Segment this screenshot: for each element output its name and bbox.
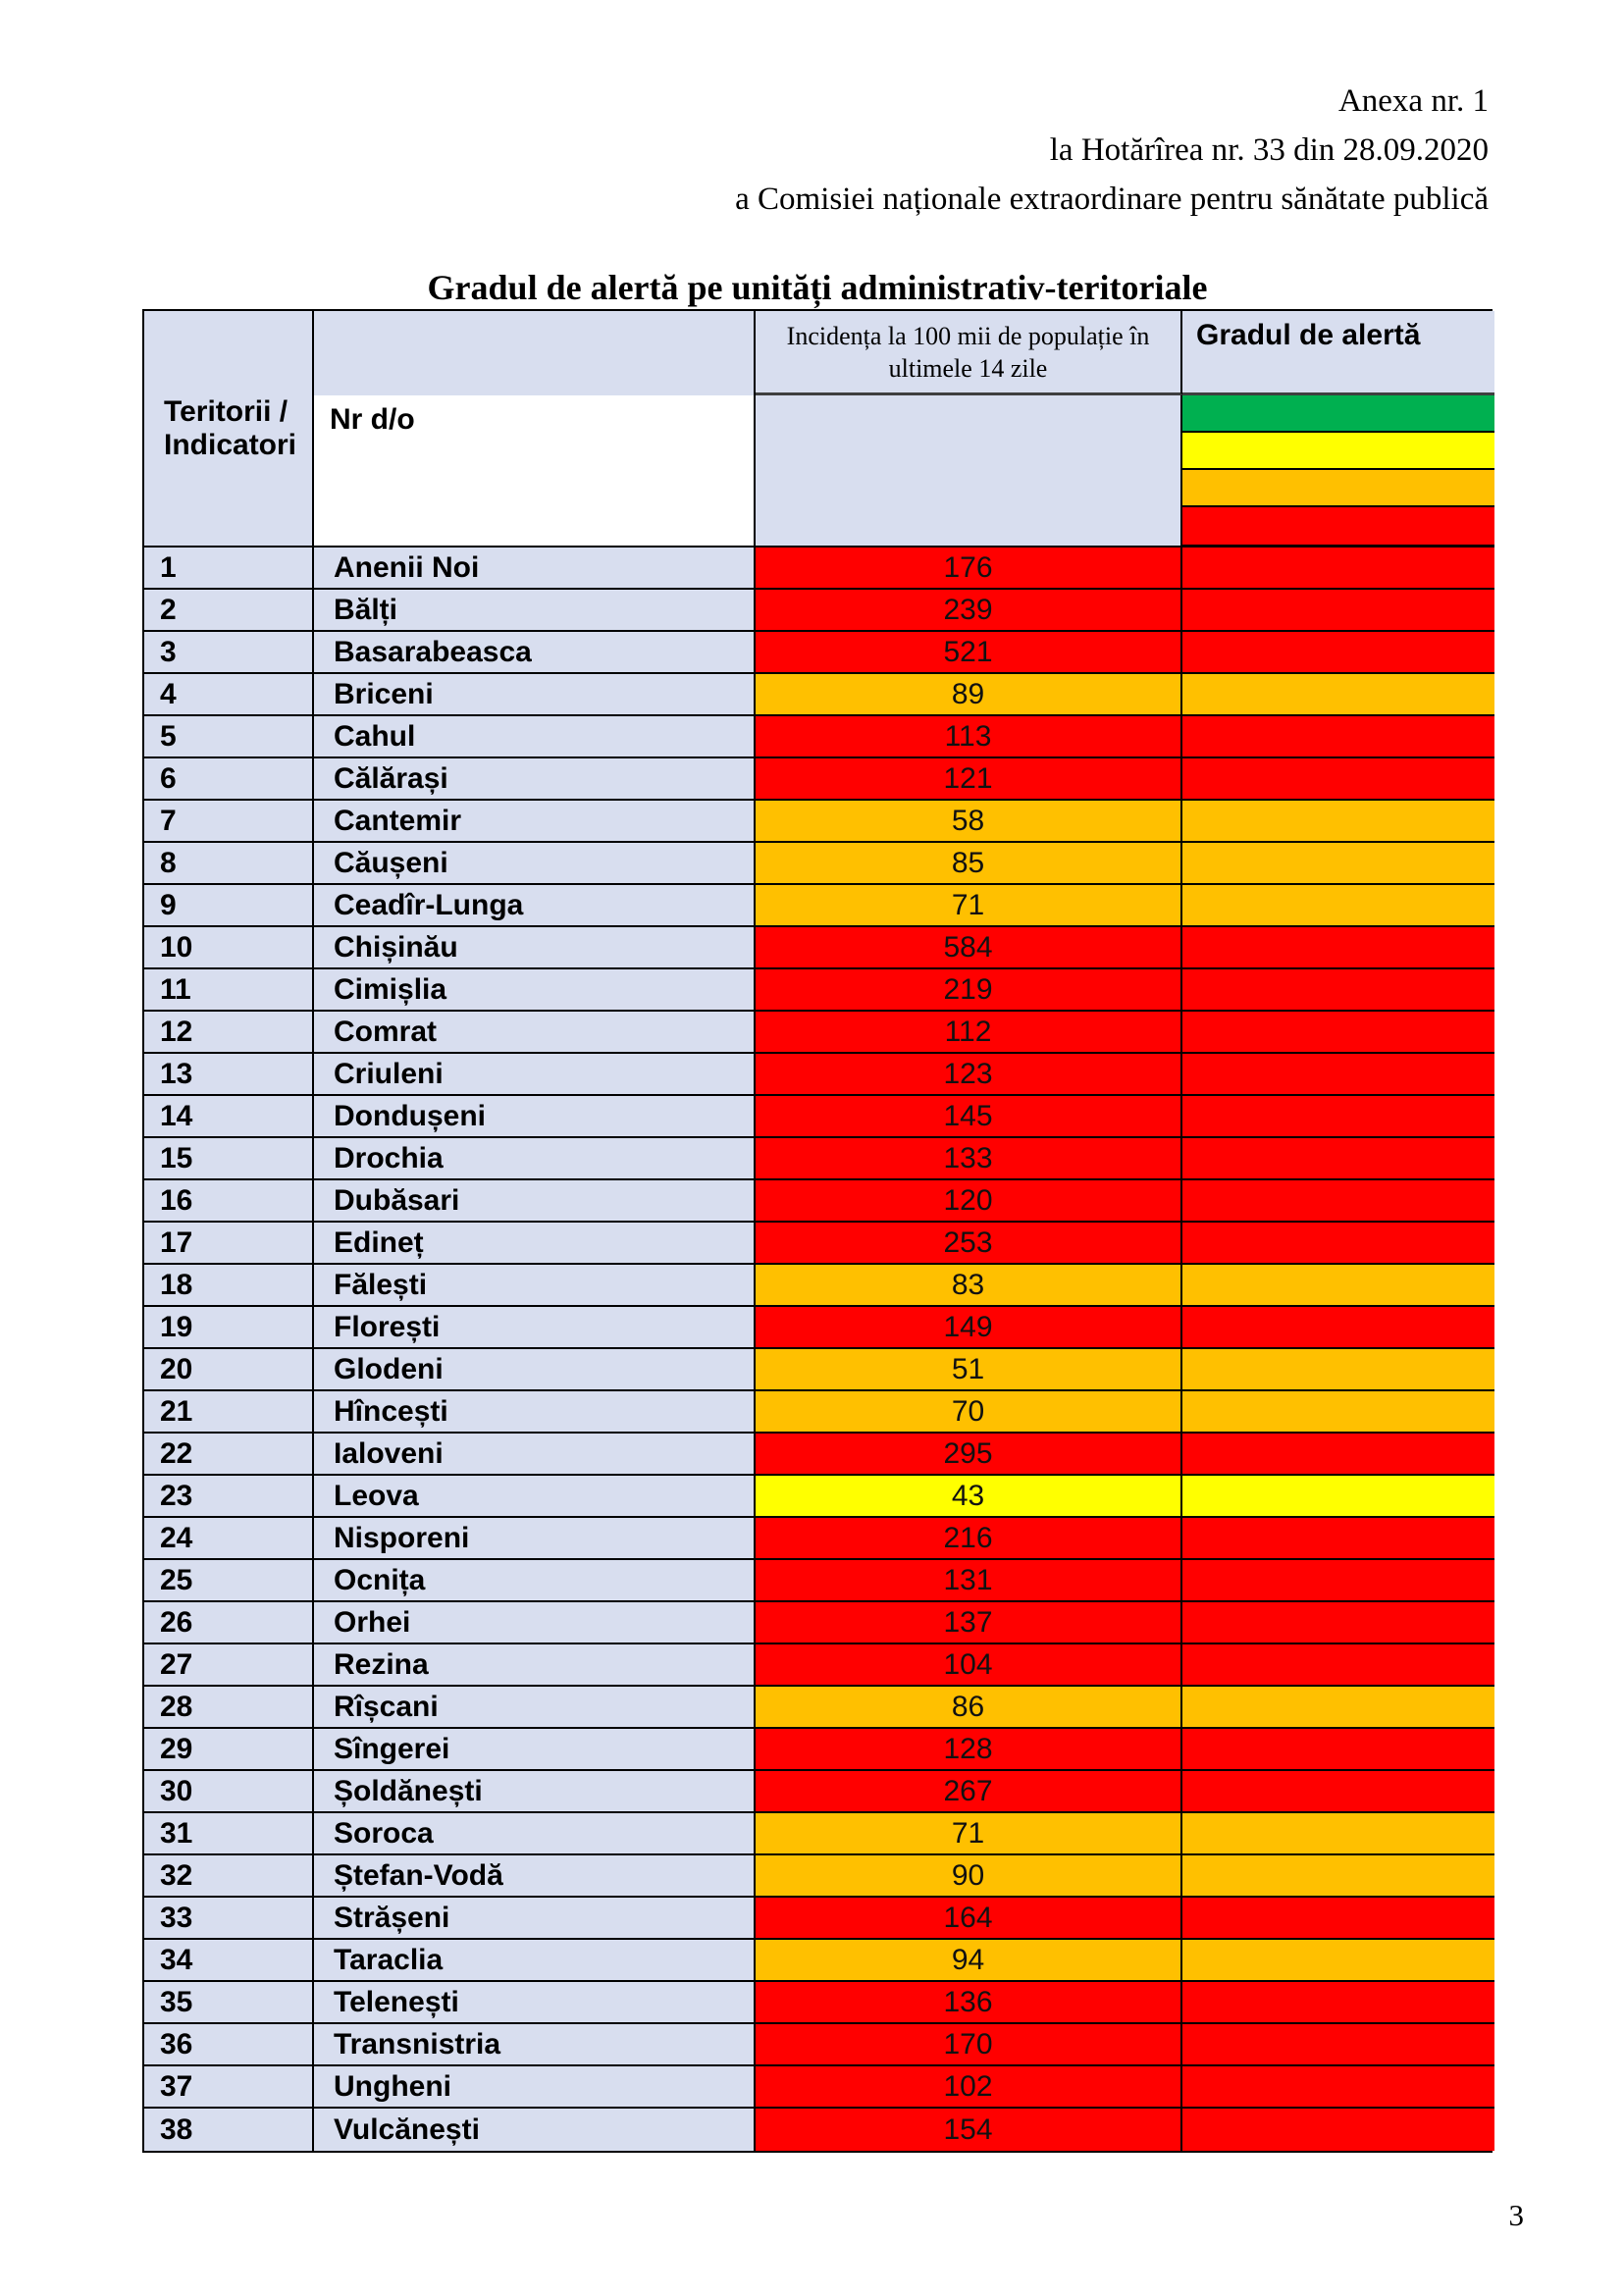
alert-level-cell — [1182, 1771, 1494, 1813]
row-number-cell: 24 — [144, 1518, 314, 1560]
alert-level-cell — [1182, 758, 1494, 801]
row-number-cell: 28 — [144, 1687, 314, 1729]
row-number-cell: 19 — [144, 1307, 314, 1349]
row-number-cell: 21 — [144, 1391, 314, 1434]
row-number-cell: 18 — [144, 1265, 314, 1307]
row-number-cell: 16 — [144, 1180, 314, 1223]
alert-level-cell — [1182, 1138, 1494, 1180]
incidence-cell: 83 — [756, 1265, 1182, 1307]
alert-level-cell — [1182, 1518, 1494, 1560]
alert-level-cell — [1182, 927, 1494, 969]
alert-level-cell — [1182, 801, 1494, 843]
row-number-cell: 26 — [144, 1602, 314, 1644]
incidence-cell: 71 — [756, 885, 1182, 927]
row-number-cell: 15 — [144, 1138, 314, 1180]
alert-level-cell — [1182, 590, 1494, 632]
alert-level-cell — [1182, 1307, 1494, 1349]
territory-cell: Șoldănești — [314, 1771, 756, 1813]
row-number-cell: 29 — [144, 1729, 314, 1771]
row-number-cell: 14 — [144, 1096, 314, 1138]
alert-level-cell — [1182, 2066, 1494, 2109]
row-number-cell: 12 — [144, 1012, 314, 1054]
row-number-cell: 1 — [144, 548, 314, 590]
incidence-cell: 120 — [756, 1180, 1182, 1223]
header-incidence-cell: Incidența la 100 mii de populație în ultimele 14 zile — [756, 311, 1182, 395]
row-number-cell: 30 — [144, 1771, 314, 1813]
territory-cell: Transnistria — [314, 2024, 756, 2066]
row-number-cell: 34 — [144, 1940, 314, 1982]
territory-cell: Edineț — [314, 1223, 756, 1265]
incidence-cell: 85 — [756, 843, 1182, 885]
territory-cell: Criuleni — [314, 1054, 756, 1096]
incidence-cell: 70 — [756, 1391, 1182, 1434]
alert-level-cell — [1182, 1729, 1494, 1771]
row-number-cell: 36 — [144, 2024, 314, 2066]
row-number-cell: 33 — [144, 1898, 314, 1940]
alert-level-cell — [1182, 716, 1494, 758]
alert-level-cell — [1182, 1349, 1494, 1391]
incidence-cell: 86 — [756, 1687, 1182, 1729]
decision-line: la Hotărîrea nr. 33 din 28.09.2020 — [1049, 132, 1489, 168]
row-number-cell: 20 — [144, 1349, 314, 1391]
territory-cell: Glodeni — [314, 1349, 756, 1391]
incidence-cell: 113 — [756, 716, 1182, 758]
incidence-cell: 154 — [756, 2109, 1182, 2151]
territory-cell: Călărași — [314, 758, 756, 801]
alert-scale-band-orange — [1182, 470, 1494, 507]
row-number-cell: 22 — [144, 1434, 314, 1476]
incidence-cell: 51 — [756, 1349, 1182, 1391]
territory-cell: Briceni — [314, 674, 756, 716]
incidence-cell: 219 — [756, 969, 1182, 1012]
row-number-cell: 5 — [144, 716, 314, 758]
territory-cell: Cantemir — [314, 801, 756, 843]
territory-cell: Rîșcani — [314, 1687, 756, 1729]
incidence-cell: 584 — [756, 927, 1182, 969]
row-number-cell: 32 — [144, 1855, 314, 1898]
row-number-cell: 31 — [144, 1813, 314, 1855]
incidence-cell: 89 — [756, 674, 1182, 716]
incidence-cell: 239 — [756, 590, 1182, 632]
alert-level-cell — [1182, 1054, 1494, 1096]
row-number-cell: 23 — [144, 1476, 314, 1518]
alert-table — [142, 309, 1493, 2153]
alert-level-cell — [1182, 1940, 1494, 1982]
header-territory-cell: Teritorii / Indicatori — [144, 311, 314, 548]
alert-level-cell — [1182, 843, 1494, 885]
row-number-cell: 13 — [144, 1054, 314, 1096]
territory-cell: Telenești — [314, 1982, 756, 2024]
header-nr-cell: Nr d/o — [314, 395, 756, 548]
territory-cell: Sîngerei — [314, 1729, 756, 1771]
territory-cell: Drochia — [314, 1138, 756, 1180]
row-number-cell: 8 — [144, 843, 314, 885]
alert-level-cell — [1182, 1644, 1494, 1687]
territory-cell: Ungheni — [314, 2066, 756, 2109]
incidence-cell: 131 — [756, 1560, 1182, 1602]
alert-level-cell — [1182, 1096, 1494, 1138]
incidence-cell: 123 — [756, 1054, 1182, 1096]
alert-level-cell — [1182, 1855, 1494, 1898]
incidence-cell: 128 — [756, 1729, 1182, 1771]
alert-level-cell — [1182, 1476, 1494, 1518]
incidence-cell: 58 — [756, 801, 1182, 843]
territory-cell: Nisporeni — [314, 1518, 756, 1560]
document-header — [735, 77, 1489, 224]
incidence-cell: 170 — [756, 2024, 1182, 2066]
alert-level-cell — [1182, 1180, 1494, 1223]
territory-cell: Comrat — [314, 1012, 756, 1054]
header-alert-cell: Gradul de alertă — [1182, 311, 1494, 395]
alert-scale-band-red — [1182, 507, 1494, 545]
territory-cell: Bălți — [314, 590, 756, 632]
territory-cell: Soroca — [314, 1813, 756, 1855]
territory-cell: Basarabeasca — [314, 632, 756, 674]
incidence-cell: 149 — [756, 1307, 1182, 1349]
territory-cell: Taraclia — [314, 1940, 756, 1982]
incidence-cell: 267 — [756, 1771, 1182, 1813]
incidence-cell: 102 — [756, 2066, 1182, 2109]
territory-cell: Florești — [314, 1307, 756, 1349]
alert-level-cell — [1182, 674, 1494, 716]
alert-level-cell — [1182, 1265, 1494, 1307]
incidence-cell: 90 — [756, 1855, 1182, 1898]
row-number-cell: 35 — [144, 1982, 314, 2024]
alert-level-cell — [1182, 632, 1494, 674]
territory-cell: Fălești — [314, 1265, 756, 1307]
row-number-cell: 27 — [144, 1644, 314, 1687]
alert-level-cell — [1182, 1898, 1494, 1940]
row-number-cell: 11 — [144, 969, 314, 1012]
incidence-cell: 121 — [756, 758, 1182, 801]
incidence-cell: 71 — [756, 1813, 1182, 1855]
alert-level-cell — [1182, 2024, 1494, 2066]
alert-scale — [1182, 395, 1494, 548]
territory-cell: Dondușeni — [314, 1096, 756, 1138]
alert-level-cell — [1182, 1391, 1494, 1434]
incidence-cell: 136 — [756, 1982, 1182, 2024]
territory-cell: Chișinău — [314, 927, 756, 969]
alert-scale-band-yellow — [1182, 433, 1494, 470]
territory-cell: Cimișlia — [314, 969, 756, 1012]
row-number-cell: 25 — [144, 1560, 314, 1602]
territory-cell: Ștefan-Vodă — [314, 1855, 756, 1898]
page-number: 3 — [1508, 2198, 1524, 2232]
alert-scale-band-green — [1182, 395, 1494, 433]
incidence-cell: 137 — [756, 1602, 1182, 1644]
incidence-cell: 104 — [756, 1644, 1182, 1687]
incidence-cell: 145 — [756, 1096, 1182, 1138]
row-number-cell: 10 — [144, 927, 314, 969]
alert-level-cell — [1182, 1813, 1494, 1855]
territory-cell: Orhei — [314, 1602, 756, 1644]
incidence-cell: 295 — [756, 1434, 1182, 1476]
alert-level-cell — [1182, 1560, 1494, 1602]
alert-level-cell — [1182, 1602, 1494, 1644]
incidence-cell: 133 — [756, 1138, 1182, 1180]
incidence-cell: 253 — [756, 1223, 1182, 1265]
incidence-cell: 164 — [756, 1898, 1182, 1940]
incidence-cell: 43 — [756, 1476, 1182, 1518]
territory-cell: Strășeni — [314, 1898, 756, 1940]
territory-cell: Hîncești — [314, 1391, 756, 1434]
commission-line: a Comisiei naționale extraordinare pentru sănătate publică — [735, 182, 1489, 217]
document-title: Gradul de alertă pe unități administrativ-teritoriale — [427, 268, 1208, 307]
alert-level-cell — [1182, 1434, 1494, 1476]
alert-level-cell — [1182, 969, 1494, 1012]
incidence-cell: 216 — [756, 1518, 1182, 1560]
territory-cell: Ceadîr-Lunga — [314, 885, 756, 927]
alert-level-cell — [1182, 1223, 1494, 1265]
row-number-cell: 2 — [144, 590, 314, 632]
alert-level-cell — [1182, 1687, 1494, 1729]
incidence-cell: 112 — [756, 1012, 1182, 1054]
territory-cell: Căușeni — [314, 843, 756, 885]
territory-cell: Ocnița — [314, 1560, 756, 1602]
alert-level-cell — [1182, 2109, 1494, 2151]
territory-cell: Ialoveni — [314, 1434, 756, 1476]
alert-level-cell — [1182, 1012, 1494, 1054]
row-number-cell: 7 — [144, 801, 314, 843]
row-number-cell: 9 — [144, 885, 314, 927]
incidence-cell: 521 — [756, 632, 1182, 674]
alert-level-cell — [1182, 885, 1494, 927]
alert-level-cell — [1182, 1982, 1494, 2024]
incidence-cell: 176 — [756, 548, 1182, 590]
territory-cell: Cahul — [314, 716, 756, 758]
territory-cell: Leova — [314, 1476, 756, 1518]
row-number-cell: 38 — [144, 2109, 314, 2151]
row-number-cell: 6 — [144, 758, 314, 801]
territory-cell: Dubăsari — [314, 1180, 756, 1223]
annex-line: Anexa nr. 1 — [1337, 83, 1489, 119]
territory-cell: Vulcănești — [314, 2109, 756, 2151]
incidence-cell: 94 — [756, 1940, 1182, 1982]
territory-cell: Anenii Noi — [314, 548, 756, 590]
territory-cell: Rezina — [314, 1644, 756, 1687]
row-number-cell: 37 — [144, 2066, 314, 2109]
header-blank-cell — [314, 311, 756, 395]
row-number-cell: 4 — [144, 674, 314, 716]
alert-level-cell — [1182, 548, 1494, 590]
row-number-cell: 3 — [144, 632, 314, 674]
row-number-cell: 17 — [144, 1223, 314, 1265]
header-incidence-empty-cell — [756, 395, 1182, 548]
